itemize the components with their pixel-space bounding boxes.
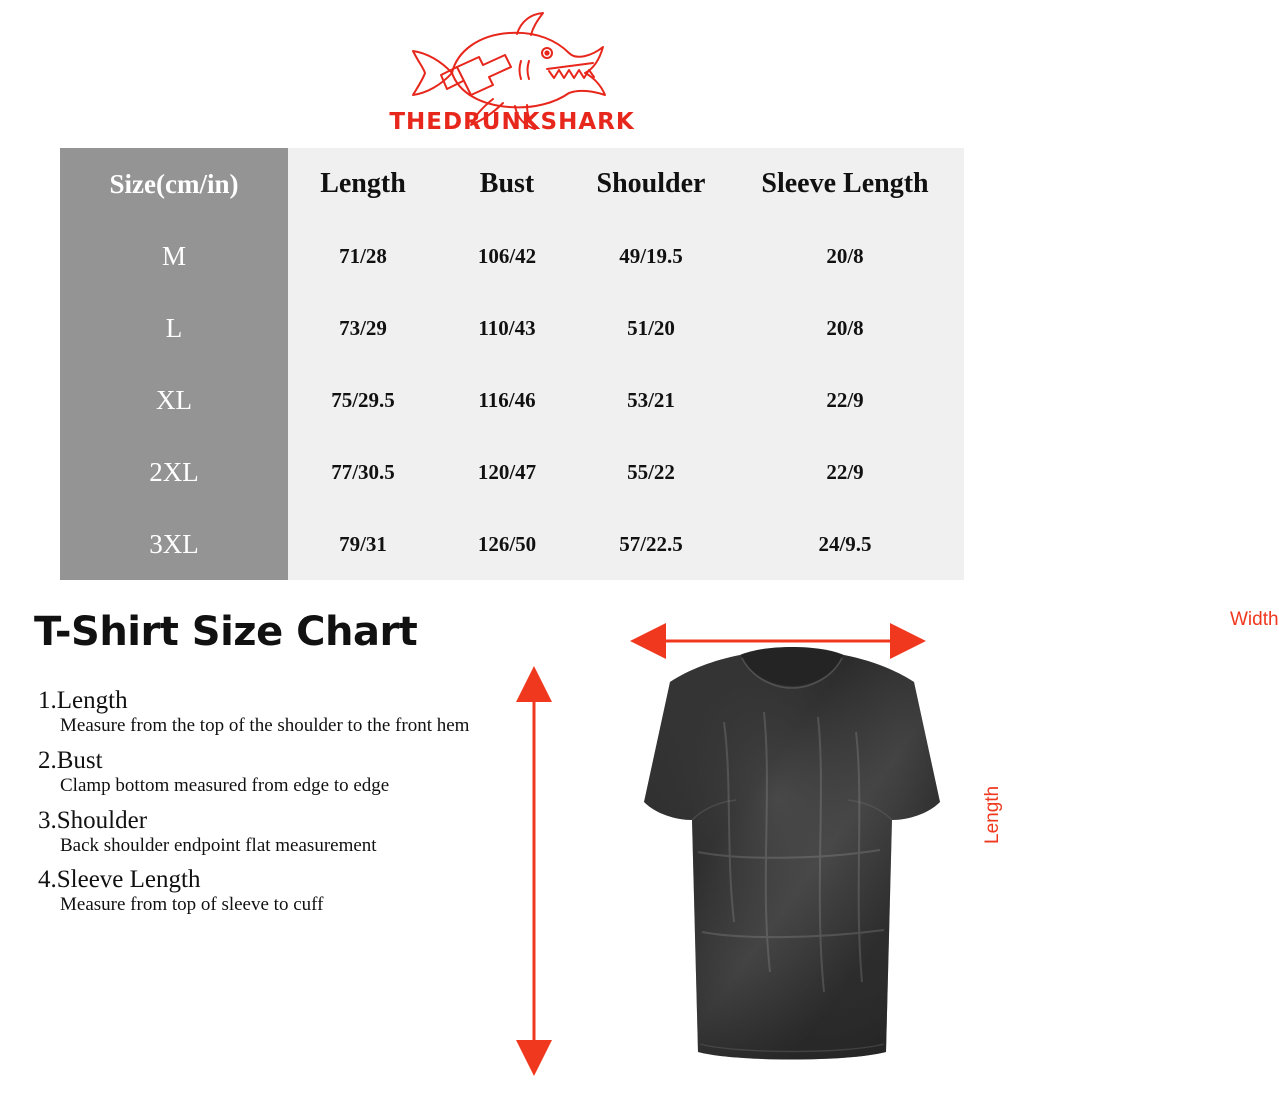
table-row bbox=[60, 364, 964, 436]
cell-bust: 110/43 bbox=[438, 292, 576, 364]
header-bust: Bust bbox=[438, 148, 576, 220]
size-chart-table bbox=[60, 148, 964, 580]
cell-shoulder: 51/20 bbox=[576, 292, 726, 364]
instruction-heading: 1.Length bbox=[38, 687, 128, 714]
brand-logo bbox=[0, 8, 1024, 138]
instruction-desc: Measure from the top of the shoulder to the front hem bbox=[60, 715, 470, 736]
list-item bbox=[38, 866, 518, 917]
instruction-desc: Clamp bottom measured from edge to edge bbox=[60, 774, 390, 796]
header-length: Length bbox=[288, 148, 438, 220]
cell-length: 71/28 bbox=[288, 220, 438, 292]
tshirt-illustration bbox=[488, 592, 1024, 1103]
cell-size: 3XL bbox=[60, 508, 288, 580]
instruction-heading: 3.Shoulder bbox=[38, 806, 148, 834]
brand-name: THEDRUNKSHARK bbox=[389, 109, 635, 135]
length-label: Length bbox=[982, 785, 1003, 844]
cell-size: M bbox=[60, 220, 288, 292]
list-item bbox=[38, 747, 518, 798]
cell-sleeve: 20/8 bbox=[726, 292, 964, 364]
tshirt-diagram bbox=[488, 592, 1279, 1103]
cell-length: 75/29.5 bbox=[288, 364, 438, 436]
cell-size: L bbox=[60, 292, 288, 364]
cell-sleeve: 20/8 bbox=[726, 220, 964, 292]
list-item bbox=[38, 807, 518, 858]
instruction-heading: 2.Bust bbox=[38, 746, 103, 774]
instruction-desc: Back shoulder endpoint flat measurement bbox=[60, 834, 377, 856]
table-row bbox=[60, 436, 964, 508]
cell-sleeve: 22/9 bbox=[726, 364, 964, 436]
cell-bust: 126/50 bbox=[438, 508, 576, 580]
header-size: Size(cm/in) bbox=[60, 148, 288, 220]
cell-size: 2XL bbox=[60, 436, 288, 508]
page-title: T-Shirt Size Chart bbox=[34, 609, 418, 655]
cell-length: 77/30.5 bbox=[288, 436, 438, 508]
header-shoulder: Shoulder bbox=[576, 148, 726, 220]
width-label: Width bbox=[1230, 609, 1279, 630]
cell-size: XL bbox=[60, 364, 288, 436]
measurement-guide-section bbox=[0, 592, 1279, 1103]
cell-bust: 106/42 bbox=[438, 220, 576, 292]
shark-logo-icon bbox=[389, 11, 635, 135]
cell-bust: 120/47 bbox=[438, 436, 576, 508]
list-item bbox=[38, 687, 518, 738]
cell-shoulder: 53/21 bbox=[576, 364, 726, 436]
cell-length: 73/29 bbox=[288, 292, 438, 364]
table-row bbox=[60, 508, 964, 580]
table-row bbox=[60, 292, 964, 364]
cell-length: 79/31 bbox=[288, 508, 438, 580]
cell-sleeve: 22/9 bbox=[726, 436, 964, 508]
table-header-row bbox=[60, 148, 964, 220]
cell-shoulder: 55/22 bbox=[576, 436, 726, 508]
table-row bbox=[60, 220, 964, 292]
header-sleeve-length: Sleeve Length bbox=[726, 148, 964, 220]
cell-shoulder: 49/19.5 bbox=[576, 220, 726, 292]
cell-sleeve: 24/9.5 bbox=[726, 508, 964, 580]
cell-bust: 116/46 bbox=[438, 364, 576, 436]
cell-shoulder: 57/22.5 bbox=[576, 508, 726, 580]
instruction-desc: Measure from top of sleeve to cuff bbox=[60, 894, 324, 916]
instruction-heading: 4.Sleeve Length bbox=[38, 866, 201, 894]
measurement-instructions bbox=[38, 687, 518, 926]
